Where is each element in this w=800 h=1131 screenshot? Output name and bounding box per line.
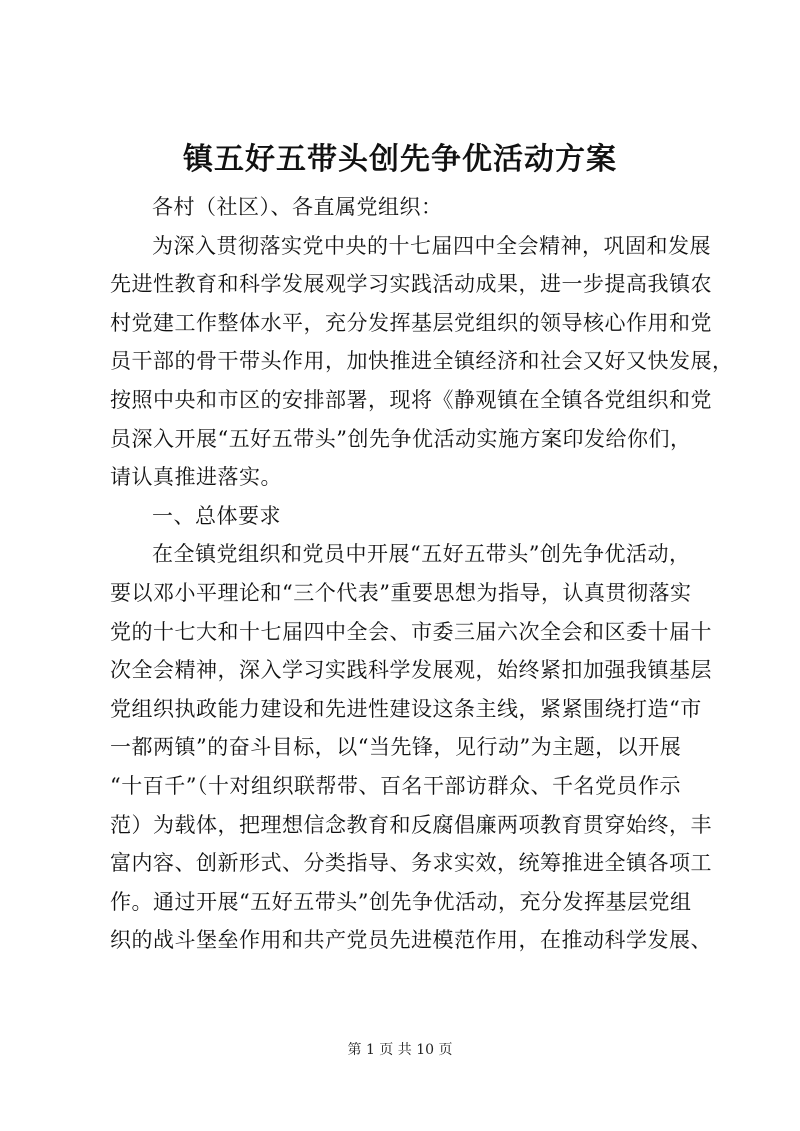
paragraph-line: 次全会精神，深入学习实践科学发展观，始终紧扣加强我镇基层	[110, 658, 712, 683]
paragraph-line: 作。通过开展“五好五带头”创先争优活动，充分发挥基层党组	[110, 889, 692, 914]
paragraph-line: 要以邓小平理论和“三个代表”重要思想为指导，认真贯彻落实	[110, 580, 692, 605]
salutation-line: 各村（社区）、各直属党组织：	[152, 195, 443, 219]
paragraph-line: 请认真推进落实。	[110, 465, 282, 490]
document-title: 镇五好五带头创先争优活动方案	[183, 142, 617, 177]
section-heading: 一、总体要求	[152, 503, 281, 528]
paragraph-line: “十百千”（十对组织联帮带、百名干部访群众、千名党员作示	[110, 773, 681, 798]
paragraph-line: 一都两镇”的奋斗目标，以“当先锋，见行动”为主题，以开展	[110, 735, 682, 760]
paragraph-line: 织的战斗堡垒作用和共产党员先进模范作用，在推动科学发展、	[110, 928, 712, 953]
paragraph-line: 员干部的骨干带头作用，加快推进全镇经济和社会又好又快发展，	[110, 349, 734, 374]
paragraph-line: 范）为载体，把理想信念教育和反腐倡廉两项教育贯穿始终，丰	[110, 812, 712, 837]
paragraph-line: 村党建工作整体水平，充分发挥基层党组织的领导核心作用和党	[110, 310, 712, 335]
paragraph-line: 先进性教育和科学发展观学习实践活动成果，进一步提高我镇农	[110, 272, 712, 297]
paragraph-line: 党组织执政能力建设和先进性建设这条主线，紧紧围绕打造“市	[110, 696, 702, 721]
page-number: 第 1 页 共 10 页	[347, 1042, 453, 1058]
paragraph-line: 富内容、创新形式、分类指导、务求实效，统筹推进全镇各项工	[110, 851, 712, 876]
paragraph-line: 党的十七大和十七届四中全会、市委三届六次全会和区委十届十	[110, 619, 712, 644]
paragraph-line: 在全镇党组织和党员中开展“五好五带头”创先争优活动，	[152, 542, 691, 567]
paragraph-line: 员深入开展“五好五带头”创先争优活动实施方案印发给你们，	[110, 426, 692, 451]
document-body	[110, 188, 734, 960]
paragraph-line: 为深入贯彻落实党中央的十七届四中全会精神，巩固和发展	[152, 233, 711, 258]
paragraph-line: 按照中央和市区的安排部署，现将《静观镇在全镇各党组织和党	[110, 387, 712, 412]
